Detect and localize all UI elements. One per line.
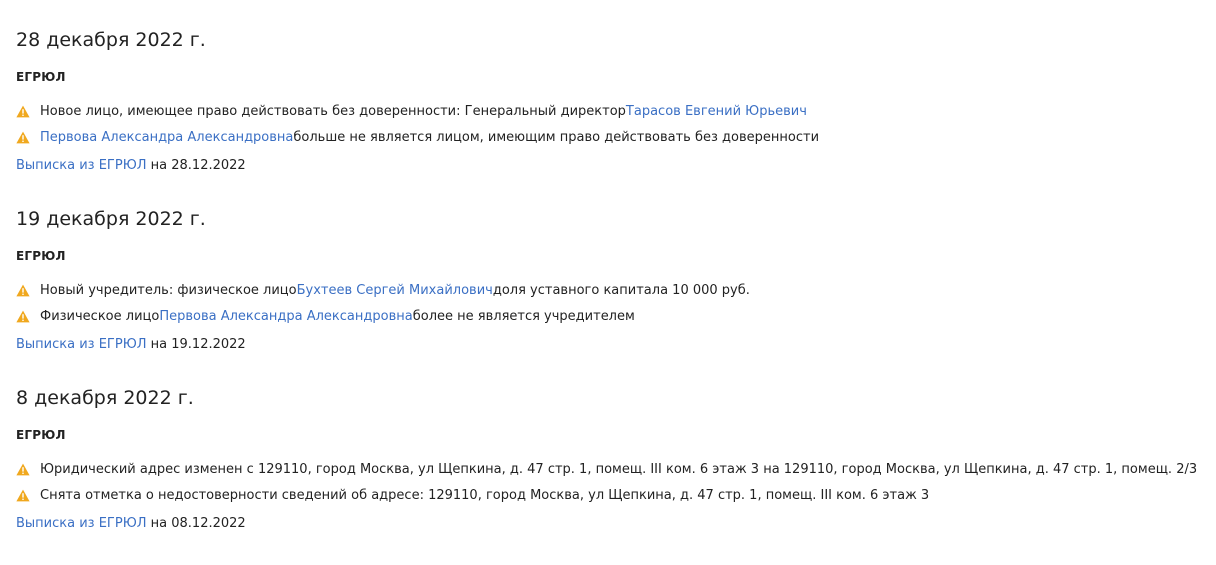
person-link[interactable]: Бухтеев Сергей Михайлович bbox=[296, 282, 493, 298]
extract-row bbox=[16, 157, 1206, 175]
event-item bbox=[16, 277, 1206, 303]
egrul-extract-link[interactable]: Выписка из ЕГРЮЛ bbox=[16, 516, 147, 531]
event-text: Физическое лицо bbox=[40, 308, 160, 324]
person-link[interactable]: Тарасов Евгений Юрьевич bbox=[625, 103, 807, 119]
person-link[interactable]: Первова Александра Александровна bbox=[159, 308, 413, 324]
extract-date: на 19.12.2022 bbox=[146, 337, 246, 352]
event-text: Снята отметка о недостоверности сведений об адресе: 129110, город Москва, ул Щепкина, д. 47 стр. 1, помещ. III ком. 6 этаж 3 bbox=[40, 487, 930, 503]
warning-icon bbox=[16, 489, 30, 502]
change-history-feed bbox=[16, 28, 1206, 565]
extract-date: на 08.12.2022 bbox=[146, 516, 246, 531]
entry-date: 28 декабря 2022 г. bbox=[16, 29, 206, 51]
event-text-suffix: больше не является лицом, имеющим право действовать без доверенности bbox=[293, 129, 820, 145]
event-item bbox=[16, 482, 1206, 508]
warning-icon bbox=[16, 105, 30, 118]
event-list bbox=[16, 277, 1206, 329]
entry-source: ЕГРЮЛ bbox=[16, 249, 66, 263]
warning-icon bbox=[16, 284, 30, 297]
event-item bbox=[16, 124, 1206, 150]
warning-icon bbox=[16, 463, 30, 476]
extract-row bbox=[16, 336, 1206, 354]
event-text: Новый учредитель: физическое лицо bbox=[40, 282, 297, 298]
event-list bbox=[16, 98, 1206, 150]
extract-row bbox=[16, 515, 1206, 533]
event-list bbox=[16, 456, 1206, 508]
history-entry bbox=[16, 386, 1206, 565]
entry-date: 19 декабря 2022 г. bbox=[16, 208, 206, 230]
entry-source: ЕГРЮЛ bbox=[16, 428, 66, 442]
person-link[interactable]: Первова Александра Александровна bbox=[40, 129, 294, 145]
egrul-extract-link[interactable]: Выписка из ЕГРЮЛ bbox=[16, 337, 147, 352]
warning-icon bbox=[16, 310, 30, 323]
warning-icon bbox=[16, 131, 30, 144]
event-text: Юридический адрес изменен с 129110, город Москва, ул Щепкина, д. 47 стр. 1, помещ. III ком. 6 этаж 3 на 129110, город Москва, ул Щепкина, д. 47 стр. 1, помещ. 2/3 bbox=[40, 461, 1198, 477]
extract-date: на 28.12.2022 bbox=[146, 158, 246, 173]
entry-source: ЕГРЮЛ bbox=[16, 70, 66, 84]
event-text-suffix: доля уставного капитала 10 000 руб. bbox=[492, 282, 750, 298]
event-text: Новое лицо, имеющее право действовать без доверенности: Генеральный директор bbox=[40, 103, 626, 119]
egrul-extract-link[interactable]: Выписка из ЕГРЮЛ bbox=[16, 158, 147, 173]
entry-date: 8 декабря 2022 г. bbox=[16, 387, 194, 409]
history-entry bbox=[16, 207, 1206, 386]
event-item bbox=[16, 303, 1206, 329]
event-text-suffix: более не является учредителем bbox=[412, 308, 635, 324]
history-entry bbox=[16, 28, 1206, 207]
event-item bbox=[16, 456, 1206, 482]
event-item bbox=[16, 98, 1206, 124]
